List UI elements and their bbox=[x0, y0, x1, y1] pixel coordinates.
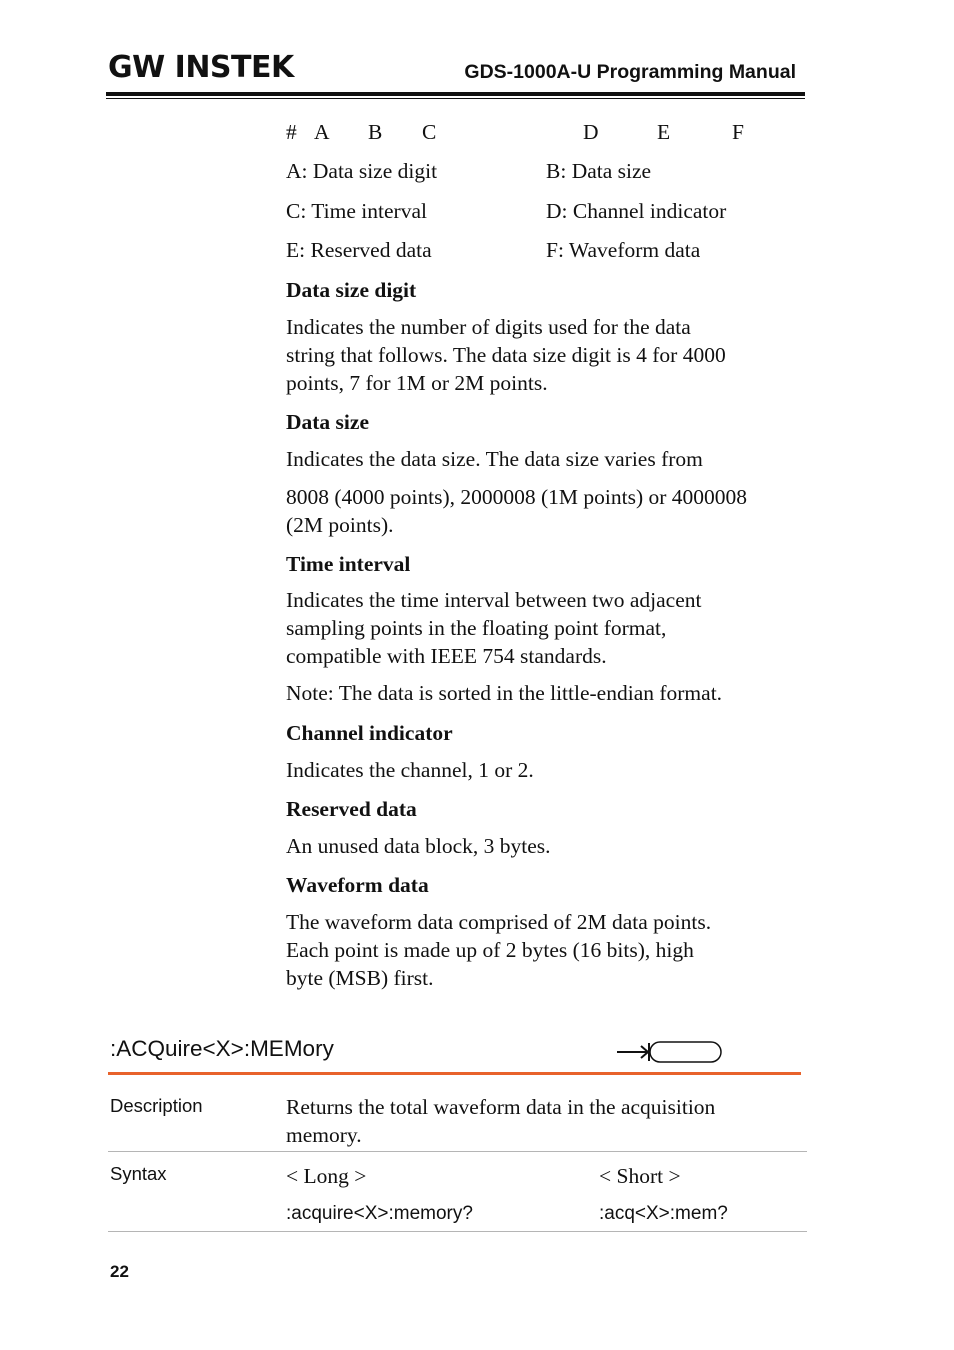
time-interval-line1: Indicates the time interval between two adjacent bbox=[286, 588, 702, 612]
page-number: 22 bbox=[110, 1262, 129, 1281]
syntax-short-command: :acq<X>:mem? bbox=[599, 1203, 728, 1224]
format-f: F bbox=[732, 120, 744, 144]
data-size-digit-line1: Indicates the number of digits used for the data bbox=[286, 315, 691, 339]
description-line1: Returns the total waveform data in the acquisition bbox=[286, 1095, 716, 1119]
data-size-line1: Indicates the data size. The data size varies from bbox=[286, 447, 703, 471]
legend-b: B: Data size bbox=[546, 159, 652, 183]
syntax-short-label: < Short > bbox=[599, 1164, 681, 1188]
time-interval-note: Note: The data is sorted in the little-endian format. bbox=[286, 681, 723, 705]
format-c: C bbox=[422, 120, 437, 144]
heading-data-size-digit: Data size digit bbox=[286, 278, 417, 302]
heading-waveform-data: Waveform data bbox=[286, 873, 429, 897]
heading-time-interval: Time interval bbox=[286, 552, 411, 576]
data-size-line3: (2M points). bbox=[286, 513, 394, 537]
data-size-digit-line2: string that follows. The data size digit is 4 for 4000 bbox=[286, 343, 726, 367]
command-title: :ACQuire<X>:MEMory bbox=[110, 1036, 334, 1061]
legend-d: D: Channel indicator bbox=[546, 199, 727, 223]
reserved-data-text: An unused data block, 3 bytes. bbox=[286, 834, 551, 858]
time-interval-line2: sampling points in the floating point format, bbox=[286, 616, 667, 640]
waveform-data-line3: byte (MSB) first. bbox=[286, 966, 434, 990]
format-a: A bbox=[314, 120, 330, 144]
command-accent-rule bbox=[108, 1072, 801, 1075]
format-b: B bbox=[368, 120, 383, 144]
heading-data-size: Data size bbox=[286, 410, 369, 434]
format-hash: # bbox=[286, 120, 297, 144]
legend-a: A: Data size digit bbox=[286, 159, 438, 183]
description-label: Description bbox=[110, 1095, 203, 1116]
channel-indicator-text: Indicates the channel, 1 or 2. bbox=[286, 758, 534, 782]
gw-instek-logo: GW INSTEK bbox=[108, 50, 294, 85]
data-size-digit-line3: points, 7 for 1M or 2M points. bbox=[286, 371, 548, 395]
heading-channel-indicator: Channel indicator bbox=[286, 721, 453, 745]
time-interval-line3: compatible with IEEE 754 standards. bbox=[286, 644, 607, 668]
legend-f: F: Waveform data bbox=[546, 238, 701, 262]
syntax-long-command: :acquire<X>:memory? bbox=[286, 1203, 473, 1224]
data-size-line2: 8008 (4000 points), 2000008 (1M points) or 4000008 bbox=[286, 485, 748, 509]
legend-c: C: Time interval bbox=[286, 199, 427, 223]
syntax-long-label: < Long > bbox=[286, 1164, 367, 1188]
legend-e: E: Reserved data bbox=[286, 238, 432, 262]
description-line2: memory. bbox=[286, 1123, 362, 1147]
syntax-divider bbox=[108, 1231, 807, 1232]
heading-reserved-data: Reserved data bbox=[286, 797, 417, 821]
format-e: E bbox=[657, 120, 671, 144]
waveform-data-line2: Each point is made up of 2 bytes (16 bits), high bbox=[286, 938, 694, 962]
header-rule-thick bbox=[106, 92, 805, 96]
format-d: D bbox=[583, 120, 599, 144]
waveform-data-line1: The waveform data comprised of 2M data points. bbox=[286, 910, 712, 934]
header-rule-thin bbox=[106, 98, 805, 99]
query-arrow-icon bbox=[617, 1040, 725, 1066]
description-divider bbox=[108, 1151, 807, 1152]
syntax-label: Syntax bbox=[110, 1163, 167, 1184]
manual-title: GDS-1000A-U Programming Manual bbox=[464, 61, 796, 83]
